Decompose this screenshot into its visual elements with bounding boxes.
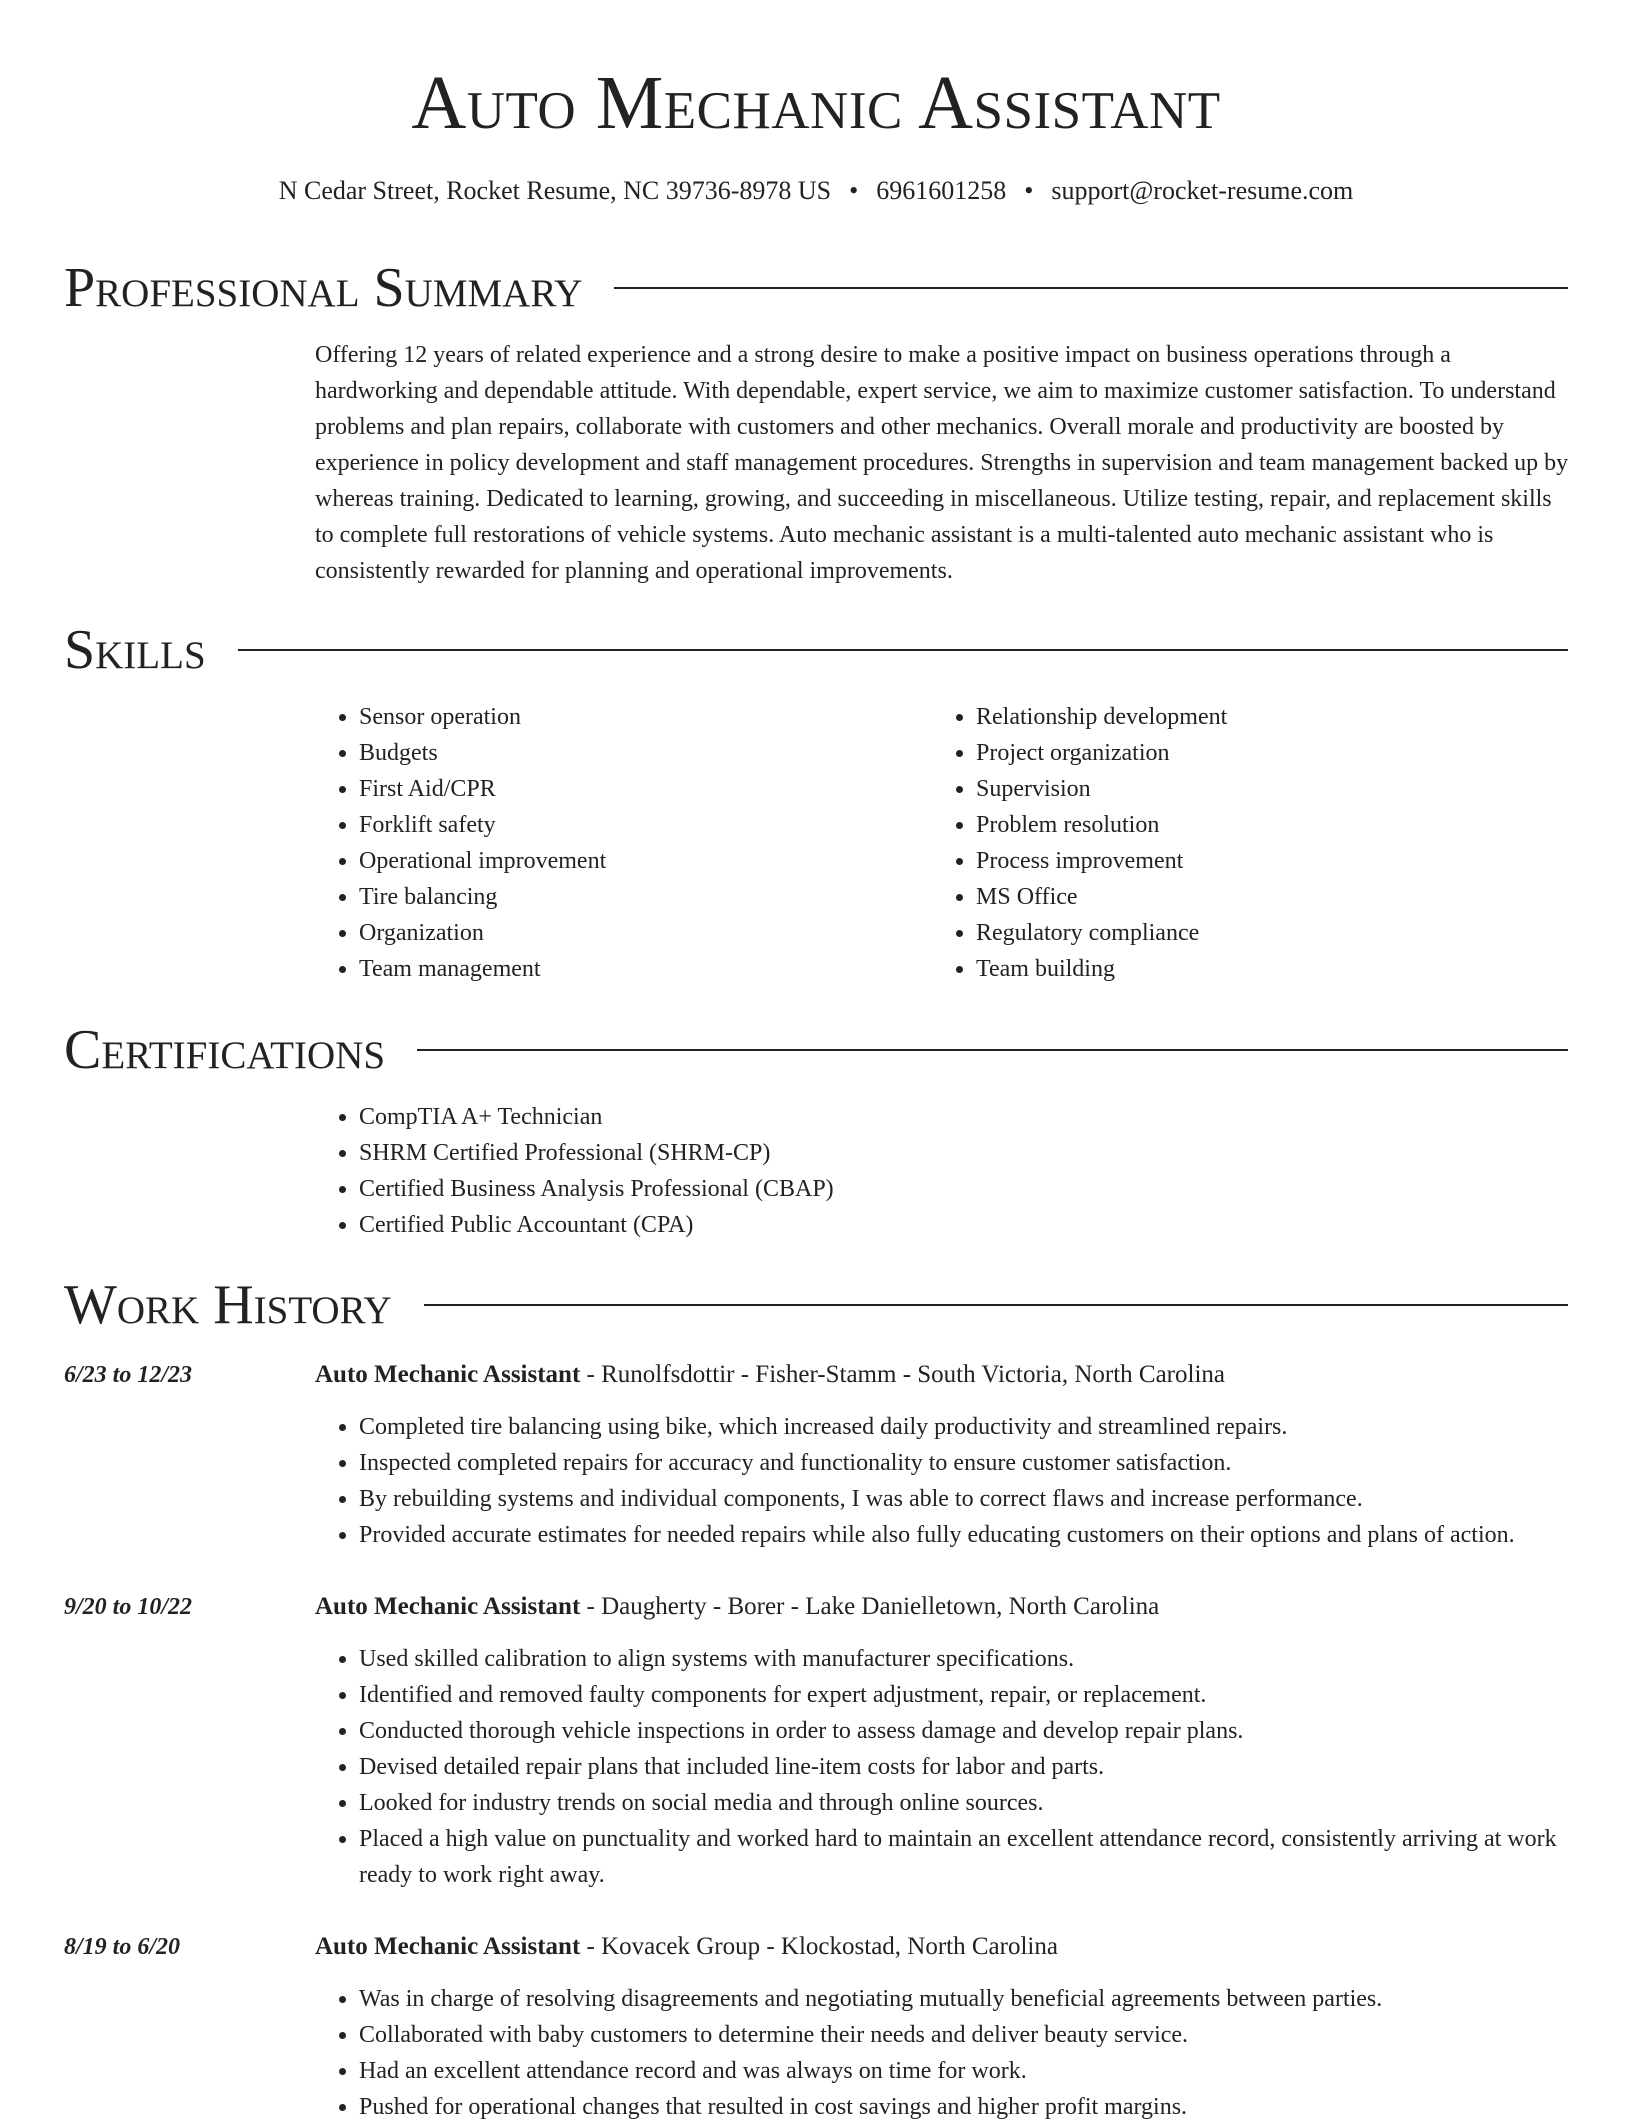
job-bullet: • Conducted thorough vehicle inspections in order to assess damage and develop repair plans.	[359, 1713, 1569, 1749]
certification-item: • CompTIA A+ Technician	[359, 1099, 1569, 1135]
job-dates: 8/19 to 6/20	[64, 1934, 181, 1960]
job-dates: 6/23 to 12/23	[64, 1362, 193, 1388]
work-history-section-header	[64, 1272, 1568, 1338]
skill-item: • Operational improvement	[359, 843, 875, 879]
summary-section-header	[64, 255, 1568, 321]
contact-phone: 6961601258	[876, 176, 1007, 205]
certifications-section-title: Certifications	[64, 1019, 386, 1081]
skill-item: • Regulatory compliance	[976, 915, 1492, 951]
job-bullet: • By rebuilding systems and individual components, I was able to correct flaws and increase performance.	[359, 1481, 1569, 1517]
skills-column-right	[932, 699, 1492, 987]
job-role: Auto Mechanic Assistant	[315, 1593, 581, 1620]
section-divider	[614, 287, 1568, 289]
skill-item: • Supervision	[976, 771, 1492, 807]
job-bullet: • Looked for industry trends on social media and through online sources.	[359, 1785, 1569, 1821]
work-history-section-title: Work History	[64, 1274, 392, 1336]
job-responsibilities	[315, 1409, 1569, 1553]
job-bullet: • Had an excellent attendance record and was always on time for work.	[359, 2053, 1569, 2089]
skill-item: • Sensor operation	[359, 699, 875, 735]
job-employer-location: - Daugherty - Borer - Lake Danielletown, North Carolina	[580, 1593, 1160, 1620]
skills-section-title: Skills	[64, 619, 206, 681]
skills-column-left	[315, 699, 875, 987]
certification-item: • Certified Public Accountant (CPA)	[359, 1207, 1569, 1243]
certification-item: • Certified Business Analysis Professional (CBAP)	[359, 1171, 1569, 1207]
section-divider	[424, 1304, 1568, 1306]
certification-item: • SHRM Certified Professional (SHRM-CP)	[359, 1135, 1569, 1171]
skill-item: • Organization	[359, 915, 875, 951]
job-employer-location: - Runolfsdottir - Fisher-Stamm - South Victoria, North Carolina	[580, 1361, 1225, 1388]
job-bullet: • Inspected completed repairs for accuracy and functionality to ensure customer satisfaction.	[359, 1445, 1569, 1481]
job-bullet: • Identified and removed faulty components for expert adjustment, repair, or replacement.	[359, 1677, 1569, 1713]
section-divider	[417, 1049, 1568, 1051]
skill-item: • Problem resolution	[976, 807, 1492, 843]
job-role: Auto Mechanic Assistant	[315, 1933, 581, 1960]
skill-item: • MS Office	[976, 879, 1492, 915]
summary-text: Offering 12 years of related experience and a strong desire to make a positive impact on business operations through a hardworking and dependable attitude. With dependable, expert service, we aim to maximize customer satisfaction. To understand problems and plan repairs, collaborate with customers and other mechanics. Overall morale and productivity are boosted by experience in policy development and staff management procedures. Strengths in supervision and team management backed up by whereas training. Dedicated to learning, growing, and succeeding in miscellaneous. Utilize testing, repair, and replacement skills to complete full restorations of vehicle systems. Auto mechanic assistant is a multi-talented auto mechanic assistant who is consistently rewarded for planning and operational improvements.	[315, 342, 1569, 584]
job-bullet: • Devised detailed repair plans that included line-item costs for labor and parts.	[359, 1749, 1569, 1785]
job-dates: 9/20 to 10/22	[64, 1594, 193, 1620]
skill-item: • Project organization	[976, 735, 1492, 771]
job-title-line	[315, 1589, 1159, 1625]
certifications-section-header	[64, 1017, 1568, 1083]
job-responsibilities	[315, 1641, 1569, 1893]
contact-separator: •	[1024, 176, 1034, 205]
skill-item: • Relationship development	[976, 699, 1492, 735]
summary-section-title: Professional Summary	[64, 257, 583, 319]
certifications-list	[315, 1099, 1569, 1243]
skill-item: • Team management	[359, 951, 875, 987]
skill-item: • Budgets	[359, 735, 875, 771]
skill-item: • Tire balancing	[359, 879, 875, 915]
skills-section-header	[64, 617, 1568, 683]
skill-item: • First Aid/CPR	[359, 771, 875, 807]
job-title-line	[315, 1357, 1225, 1393]
job-role: Auto Mechanic Assistant	[315, 1361, 581, 1388]
skill-item: • Forklift safety	[359, 807, 875, 843]
contact-email: support@rocket-resume.com	[1051, 176, 1354, 205]
job-bullet: • Used skilled calibration to align systems with manufacturer specifications.	[359, 1641, 1569, 1677]
contact-address: N Cedar Street, Rocket Resume, NC 39736-8978 US	[278, 176, 832, 205]
job-bullet: • Was in charge of resolving disagreements and negotiating mutually beneficial agreements between parties.	[359, 1981, 1569, 2017]
job-title-line	[315, 1929, 1058, 1965]
job-bullet: • Pushed for operational changes that resulted in cost savings and higher profit margins.	[359, 2089, 1569, 2125]
job-bullet: • Placed a high value on punctuality and worked hard to maintain an excellent attendance record, consistently arriving at work ready to work right away.	[359, 1821, 1569, 1893]
job-responsibilities	[315, 1981, 1569, 2125]
section-divider	[238, 649, 1568, 651]
skill-item: • Team building	[976, 951, 1492, 987]
job-bullet: • Provided accurate estimates for needed repairs while also fully educating customers on their options and plans of action.	[359, 1517, 1569, 1553]
job-employer-location: - Kovacek Group - Klockostad, North Carolina	[580, 1933, 1058, 1960]
skill-item: • Process improvement	[976, 843, 1492, 879]
contact-line	[0, 174, 1632, 208]
contact-separator: •	[849, 176, 859, 205]
job-bullet: • Completed tire balancing using bike, which increased daily productivity and streamlined repairs.	[359, 1409, 1569, 1445]
candidate-name: Auto Mechanic Assistant	[411, 61, 1221, 145]
job-bullet: • Collaborated with baby customers to determine their needs and deliver beauty service.	[359, 2017, 1569, 2053]
